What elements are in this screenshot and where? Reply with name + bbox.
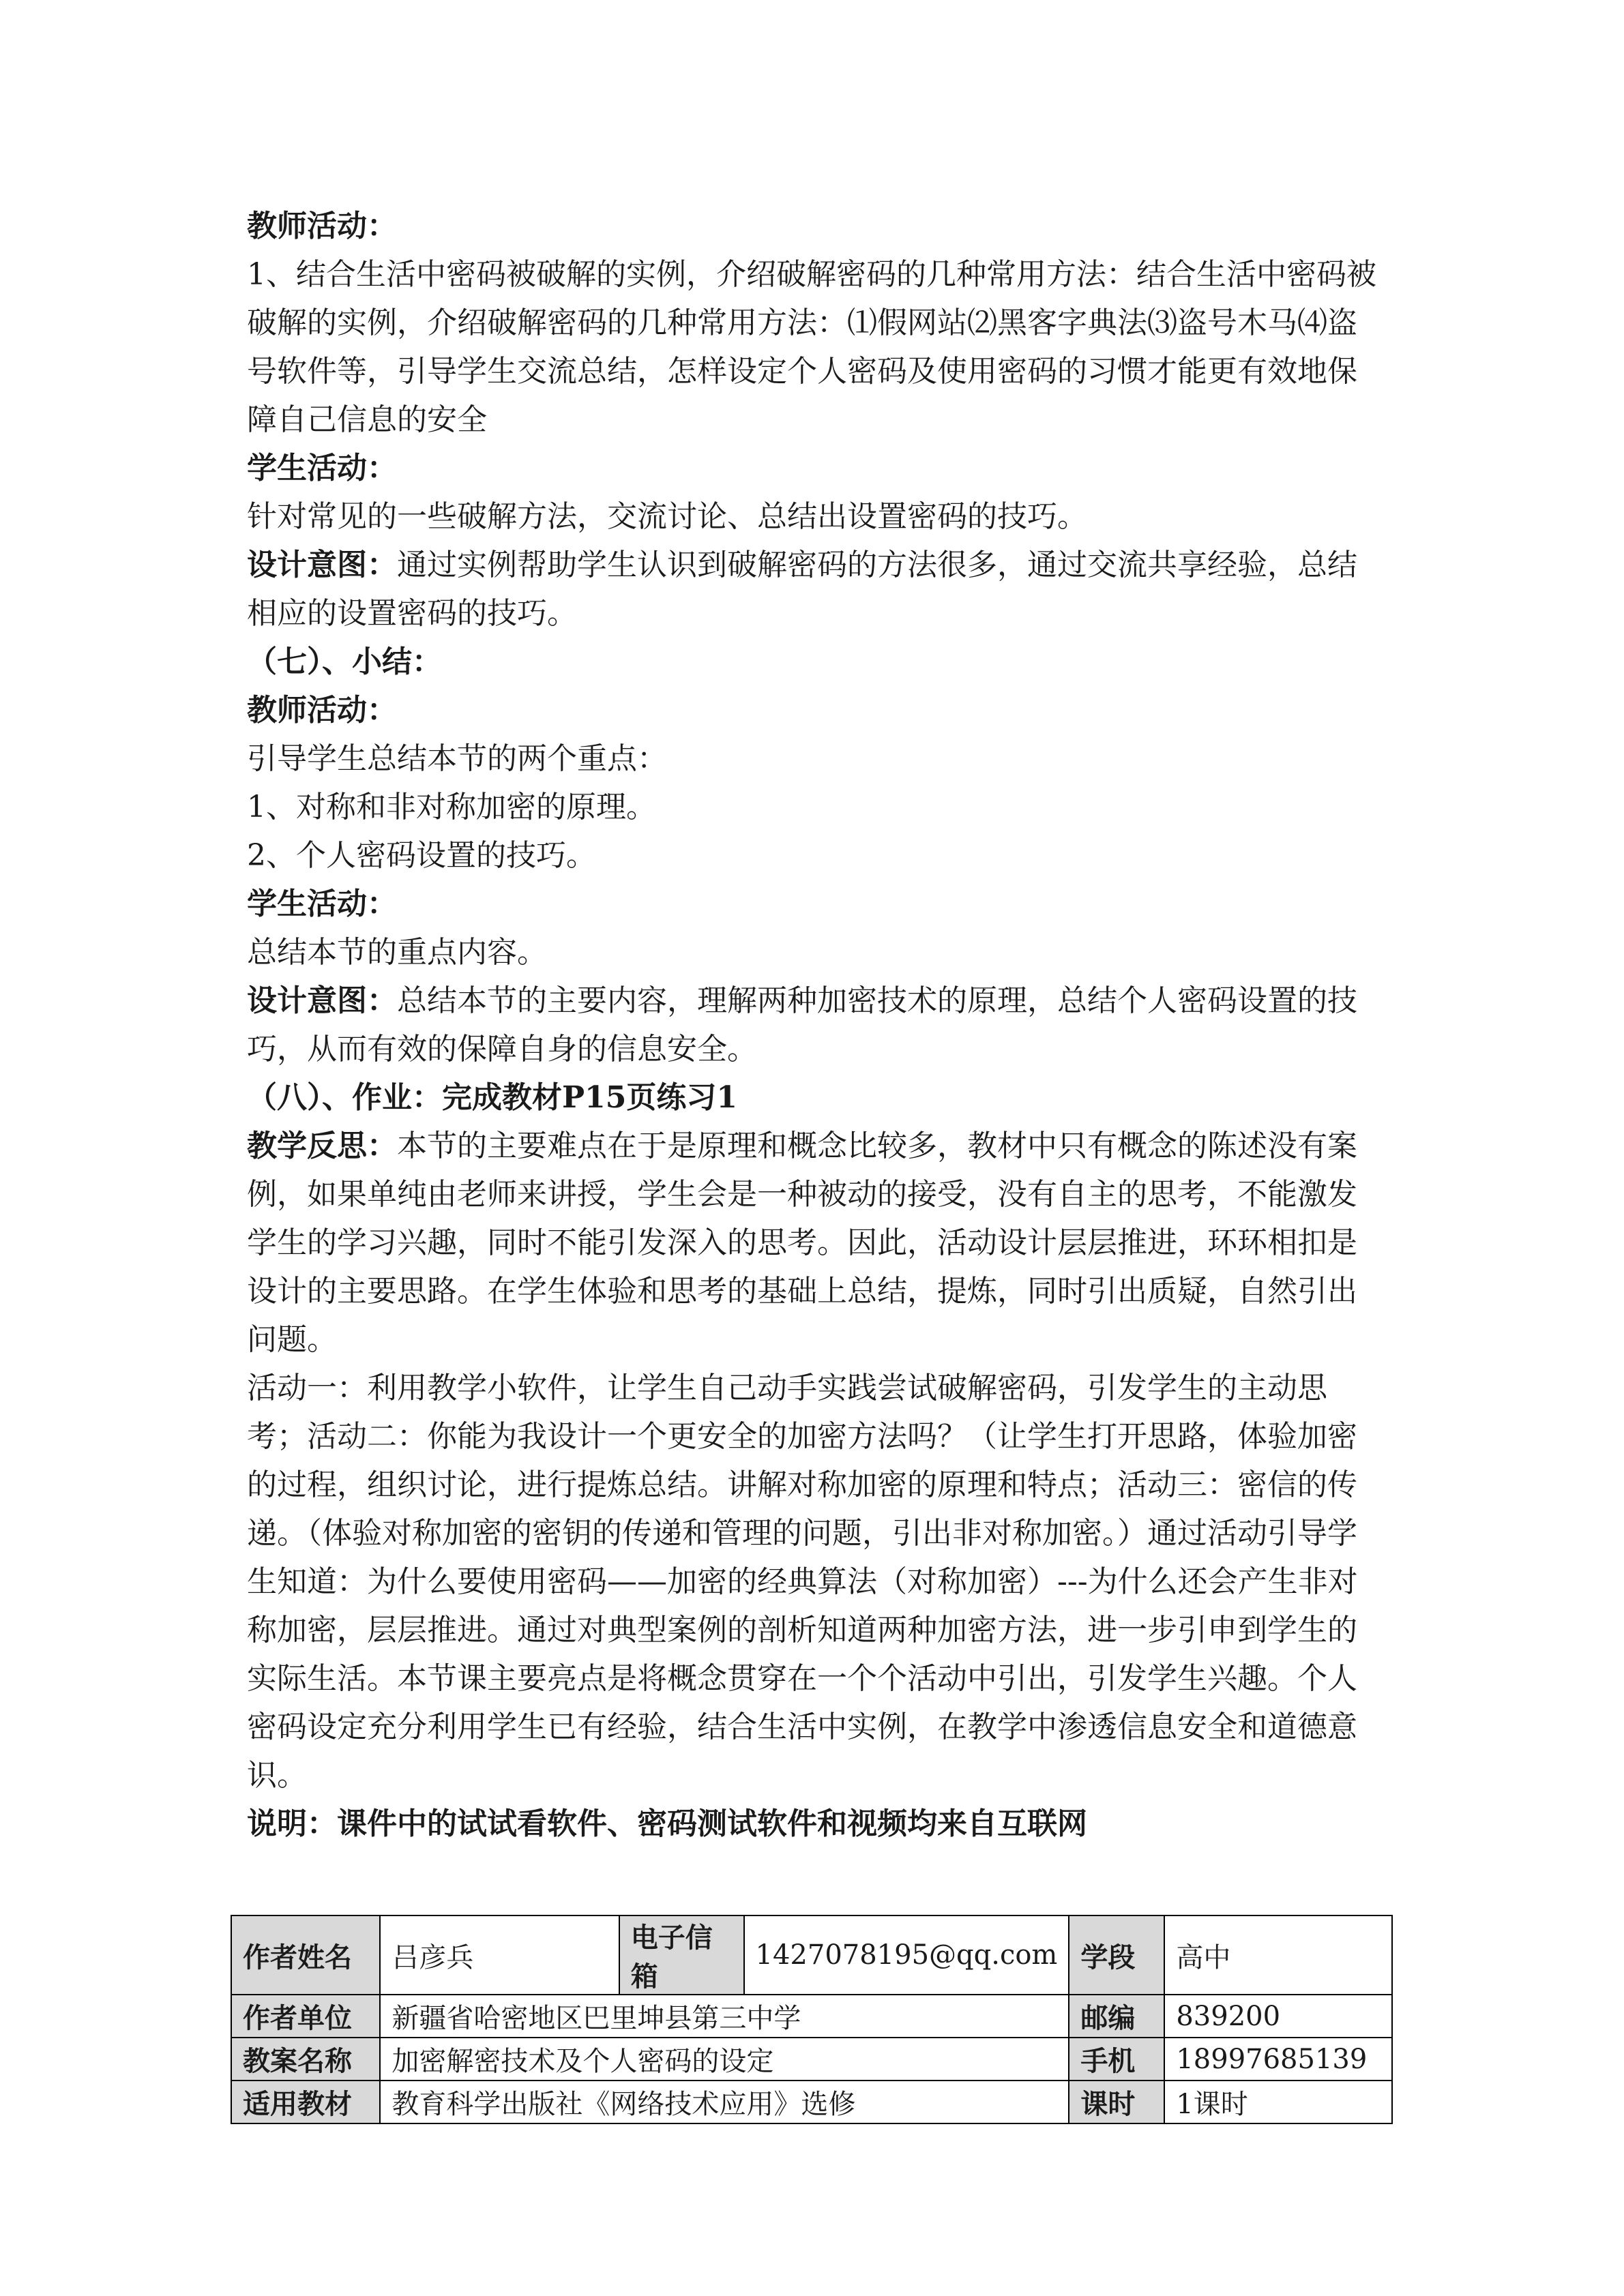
- paragraph: 1、对称和非对称加密的原理。: [247, 790, 656, 824]
- paragraph: 活动一：利用教学小软件，让学生自己动手实践尝试破解密码，引发学生的主动思考；活动二：你能为我设计一个更安全的加密方法吗？（让学生打开思路，体验加密的过程，组织讨论，进行提炼总结。讲解对称加密的原理和特点；活动三：密信的传递。（体验对称加密的密钥的传递和管理的问题，引出非对称加密。）通过活动引导学生知道：为什么要使用密码——加密的经典算法（对称加密）---为什么还会产生非对称加密，层层推进。通过对典型案例的剖析知道两种加密方法，进一步引申到学生的实际生活。本节课主要亮点是将概念贯穿在一个个活动中引出，引发学生兴趣。个人密码设定充分利用学生已有经验，结合生活中实例，在教学中渗透信息安全和道德意识。: [247, 1371, 1358, 1793]
- section-label: 教师活动：: [247, 693, 397, 728]
- table-header-cell: 邮编: [1069, 1995, 1164, 2038]
- table-header-cell: 学段: [1069, 1915, 1164, 1995]
- table-cell: 新疆省哈密地区巴里坤县第三中学: [380, 1995, 1069, 2038]
- table-cell: 839200: [1164, 1995, 1392, 2038]
- table-cell: 吕彦兵: [380, 1915, 619, 1995]
- labeled-paragraph: [247, 976, 1379, 1073]
- paragraph-label: 设计意图：: [247, 548, 397, 582]
- section-label: 学生活动：: [247, 451, 397, 486]
- paragraph: 总结本节的重点内容。: [247, 935, 547, 970]
- paragraph-text: 总结本节的主要内容，理解两种加密技术的原理，总结个人密码设置的技巧，从而有效的保障自身的信息安全。: [247, 983, 1357, 1067]
- table-header-cell: 作者单位: [231, 1995, 380, 2038]
- section-heading: （八）、作业：完成教材P15页练习1: [247, 1080, 737, 1115]
- table-cell: 1课时: [1164, 2081, 1392, 2123]
- paragraph-text: 本节的主要难点在于是原理和概念比较多，教材中只有概念的陈述没有案例，如果单纯由老师来讲授，学生会是一种被动的接受，没有自主的思考，不能激发学生的学习兴趣，同时不能引发深入的思考。因此，活动设计层层推进，环环相扣是设计的主要思路。在学生体验和思考的基础上总结，提炼，同时引出质疑，自然引出问题。: [247, 1129, 1357, 1357]
- table-row: [231, 1995, 1392, 2038]
- paragraph-text: 通过实例帮助学生认识到破解密码的方法很多，通过交流共享经验，总结相应的设置密码的技巧。: [247, 548, 1357, 631]
- section-label: 教师活动：: [247, 209, 397, 243]
- table-cell: 高中: [1164, 1915, 1392, 1995]
- paragraph-label: 设计意图：: [247, 983, 397, 1018]
- table-header-cell: 电子信箱: [619, 1915, 744, 1995]
- paragraph: 针对常见的一些破解方法，交流讨论、总结出设置密码的技巧。: [247, 499, 1087, 534]
- table-header-cell: 适用教材: [231, 2081, 380, 2123]
- paragraph-label: 教学反思：: [247, 1129, 397, 1163]
- table-cell: 教育科学出版社《网络技术应用》选修: [380, 2081, 1069, 2123]
- table-row: [231, 1915, 1392, 1995]
- labeled-paragraph: [247, 541, 1379, 638]
- author-info-table: [231, 1915, 1393, 2124]
- table-header-cell: 课时: [1069, 2081, 1164, 2123]
- lesson-body: [247, 202, 1379, 1848]
- table-cell: 加密解密技术及个人密码的设定: [380, 2038, 1069, 2081]
- table-row: [231, 2081, 1392, 2123]
- table-header-cell: 手机: [1069, 2038, 1164, 2081]
- table-cell: 18997685139: [1164, 2038, 1392, 2081]
- note-line: 说明：课件中的试试看软件、密码测试软件和视频均来自互联网: [247, 1806, 1087, 1841]
- labeled-paragraph: [247, 1122, 1379, 1364]
- table-header-cell: 教案名称: [231, 2038, 380, 2081]
- section-label: 学生活动：: [247, 886, 397, 921]
- table-row: [231, 2038, 1392, 2081]
- table-cell: 1427078195@qq.com: [744, 1915, 1069, 1995]
- paragraph: 2、个人密码设置的技巧。: [247, 838, 596, 873]
- paragraph: 引导学生总结本节的两个重点：: [247, 741, 667, 776]
- section-heading: （七）、小结：: [247, 644, 442, 679]
- paragraph: 1、结合生活中密码被破解的实例，介绍破解密码的几种常用方法：结合生活中密码被破解的实例，介绍破解密码的几种常用方法：⑴假网站⑵黑客字典法⑶盗号木马⑷盗号软件等，引导学生交流总结，怎样设定个人密码及使用密码的习惯才能更有效地保障自己信息的安全: [247, 257, 1376, 437]
- table-header-cell: 作者姓名: [231, 1915, 380, 1995]
